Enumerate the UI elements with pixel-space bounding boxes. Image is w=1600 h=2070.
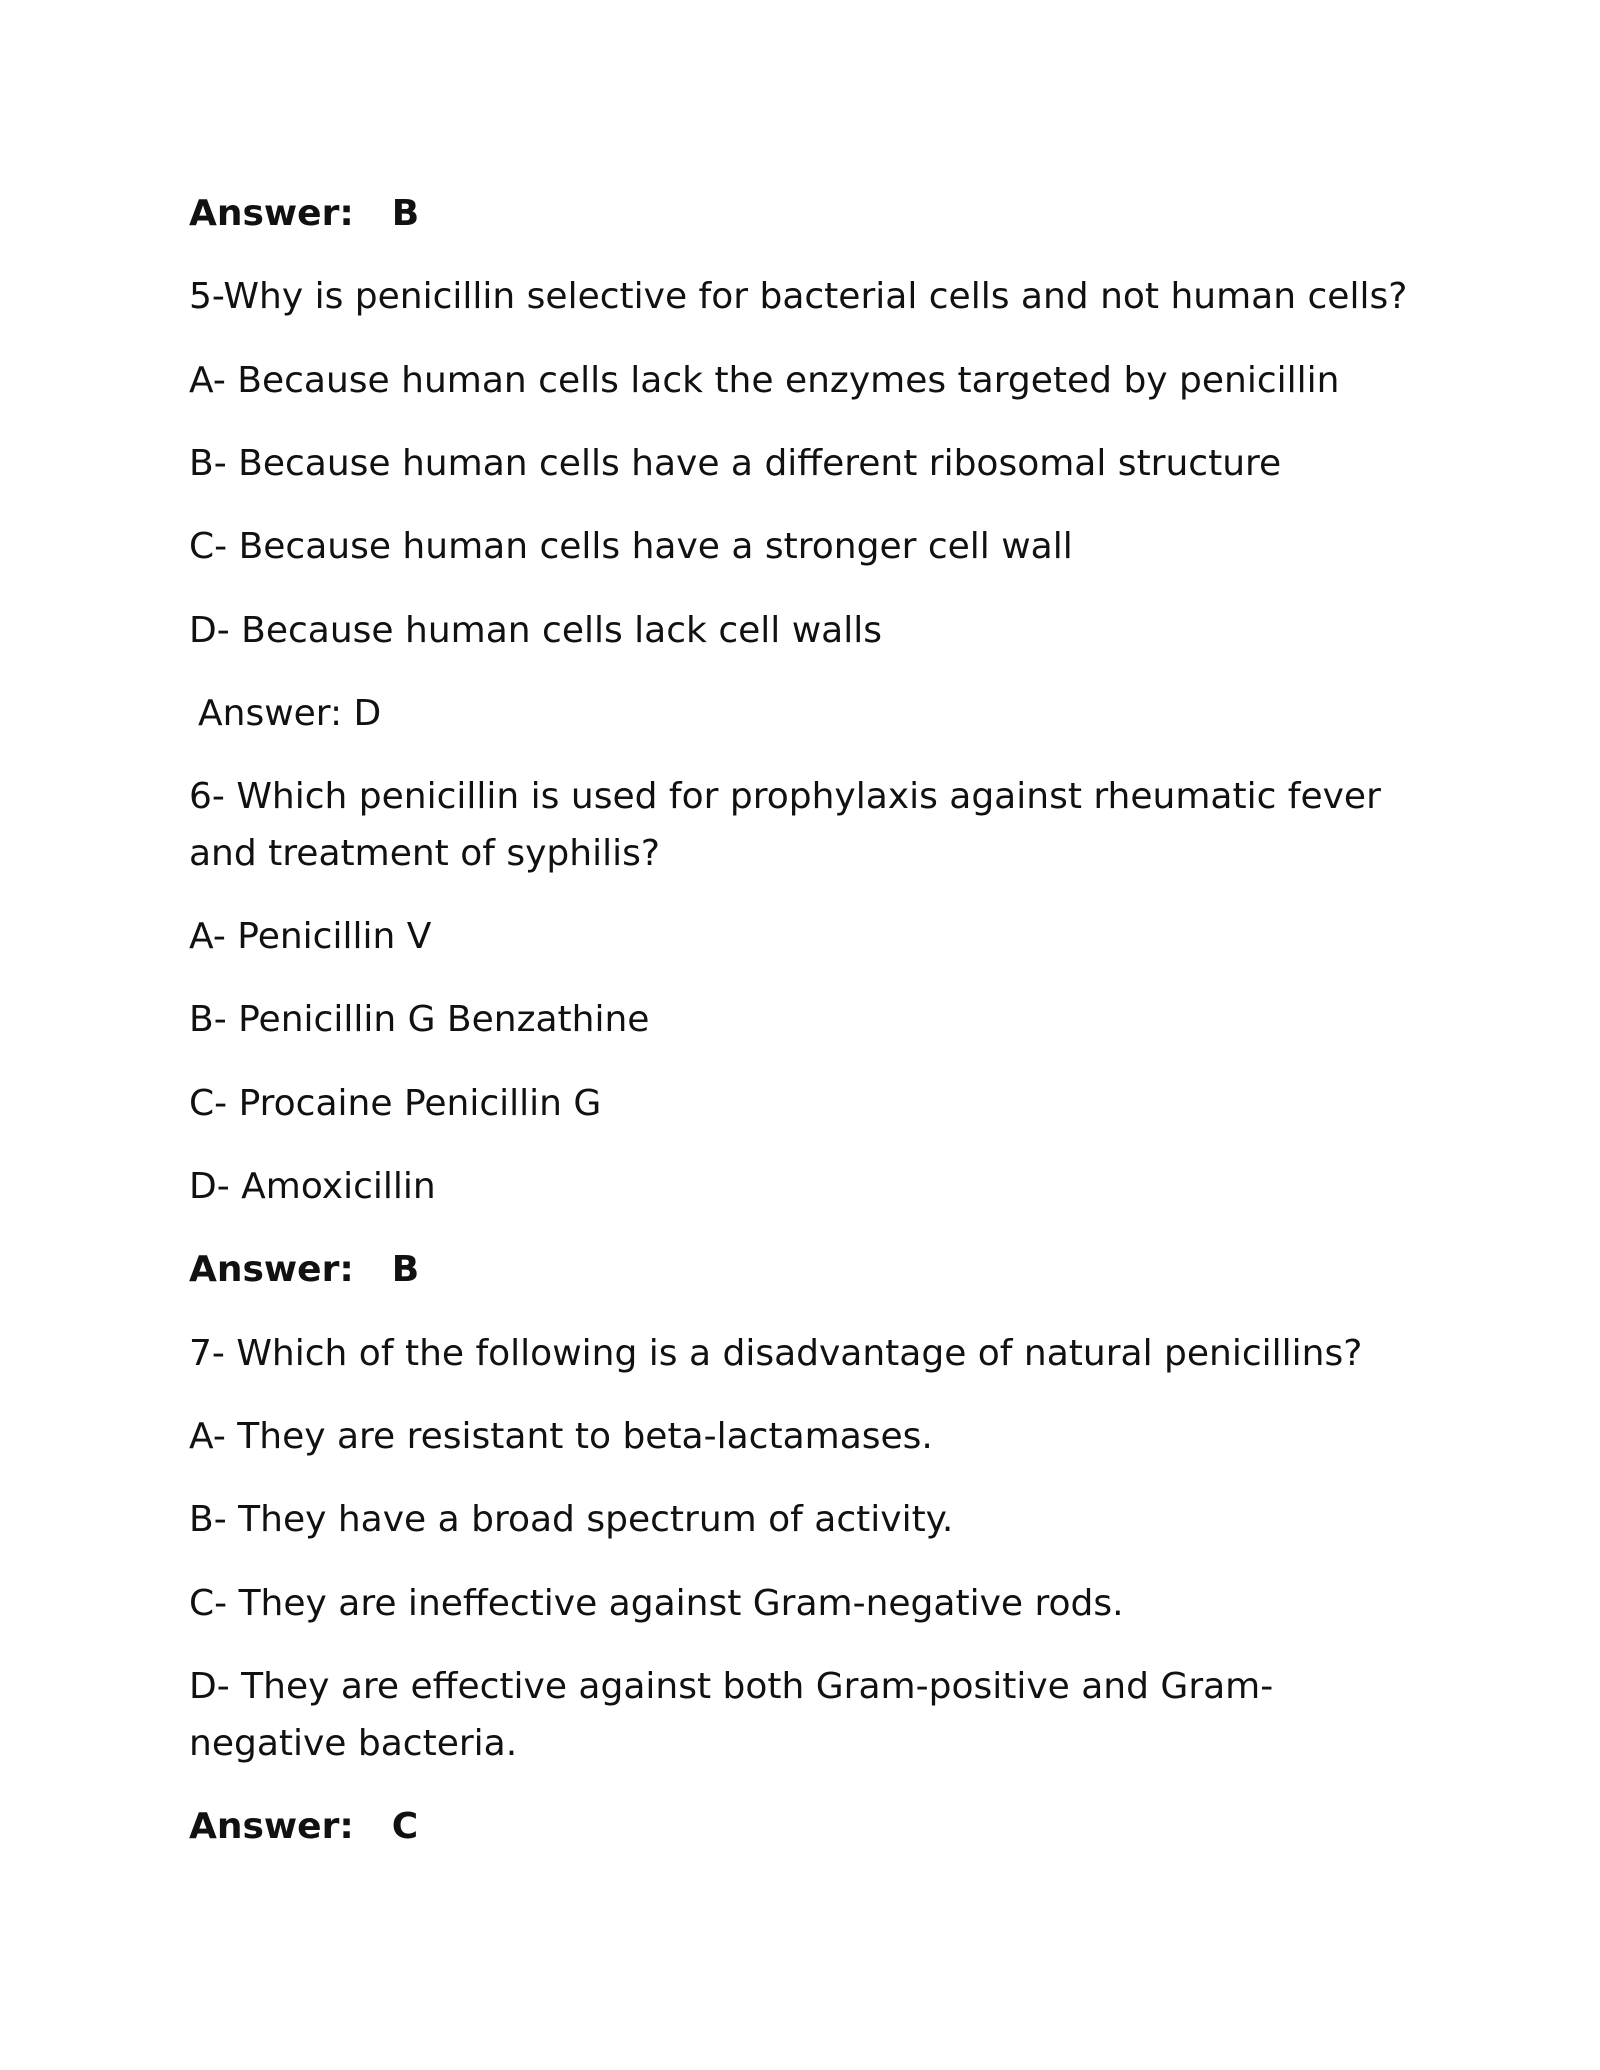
answer-line-prev <box>189 185 1419 242</box>
answer-label: Answer: <box>189 1806 354 1847</box>
answer-letter: B <box>391 1249 420 1290</box>
q6-option-d: D- Amoxicillin <box>189 1166 436 1207</box>
q6-option-c: C- Procaine Penicillin G <box>189 1083 602 1124</box>
q6-answer-line <box>189 1241 1419 1298</box>
answer-label: Answer: <box>189 1249 354 1290</box>
q6-option-a: A- Penicillin V <box>189 916 432 957</box>
q5-option-d: D- Because human cells lack cell walls <box>189 610 882 651</box>
q7-option-b: B- They have a broad spectrum of activity. <box>189 1499 954 1540</box>
answer-letter: B <box>391 193 420 234</box>
q5-answer: Answer: D <box>198 693 382 734</box>
q7-option-a: A- They are resistant to beta-lactamases. <box>189 1416 933 1457</box>
q7-option-c: C- They are ineffective against Gram-negative rods. <box>189 1583 1124 1624</box>
question-5: 5-Why is penicillin selective for bacterial cells and not human cells? <box>189 276 1408 317</box>
q5-option-c: C- Because human cells have a stronger cell wall <box>189 526 1073 567</box>
q5-option-a: A- Because human cells lack the enzymes targeted by penicillin <box>189 360 1340 401</box>
q7-answer-line <box>189 1798 1419 1855</box>
answer-letter: C <box>391 1806 419 1847</box>
q7-option-d: D- They are effective against both Gram-positive and Gram-negative bacteria. <box>189 1666 1274 1764</box>
question-7: 7- Which of the following is a disadvantage of natural penicillins? <box>189 1333 1363 1374</box>
answer-label: Answer: <box>189 193 354 234</box>
question-6: 6- Which penicillin is used for prophylaxis against rheumatic fever and treatment of syphilis? <box>189 776 1381 874</box>
q5-option-b: B- Because human cells have a different ribosomal structure <box>189 443 1282 484</box>
q6-option-b: B- Penicillin G Benzathine <box>189 999 650 1040</box>
